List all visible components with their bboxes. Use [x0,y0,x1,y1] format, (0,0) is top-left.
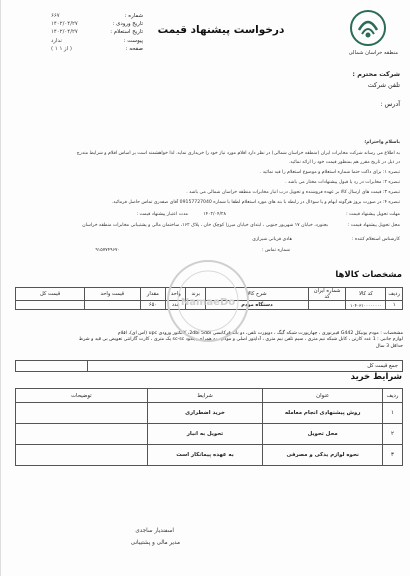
items-section-title: مشخصات کالاها [335,270,402,280]
col-total-price: قیمت کل [16,288,85,301]
cell-unit-price [85,301,140,310]
cell-explanation [16,424,148,445]
phone-value: ۹۱۵۷۷۴۹۶۷۰ [95,248,120,253]
spec-line: مشخصات : مودم یونیکل G442 فیبرنوری ، چهارپورت شبکه گیگ ، دوپورت تلفن، دو باند فرکانسی 2dbi 5dbi، کانکتور ورودی upc (اس ای)، اقلام [117,331,403,336]
note-2: تبصره ۲: مخابرات در رد یا قبول پیشنهادات مختار می باشد . [285,180,400,185]
expert-name: هادی قربانی شیرازی [252,237,292,242]
total-sum-value [16,361,88,371]
note-4: تبصره ۴: در صورت بروز هرگونه ابهام و یا سوءال در رابطه با بند های مورد استعلام لطفا با شماره 09157727040 آقای صفدری تماس حاصل فرمائید. [111,200,400,205]
meta-value: ( ۱ از ۱ ) [51,45,72,52]
deadline-label: مهلت تحویل پیشنهاد قیمت : [346,212,400,217]
greeting: باسلام واحترام؛ [364,140,400,145]
page-title: درخواست پیشنهاد قیمت [157,24,285,36]
meta-value: ندارد [51,37,62,44]
total-sum-row [15,360,403,372]
phone-label: شماره تماس : [262,248,290,253]
cell-index: ۱ [383,403,403,424]
cell-title: نحوه لوازم یدکی و مصرفی [263,445,383,466]
cell-cert [308,301,346,310]
address-label: آدرس : [380,100,400,108]
org-name: منطقه خراسان شمالی [348,50,398,56]
cell-total-price [16,301,85,310]
signer-role: مدیر مالی و پشتیبانی [130,540,180,546]
meta-label: شماره : [124,13,143,19]
cell-index: ۲ [383,424,403,445]
table-row [16,403,403,424]
meta-label: صفحه : [125,45,143,52]
note-1: تبصره ۱: برای داکت حتما شماره استعلام و موضوع استعلام را قید نمائید . [259,170,400,175]
col-title: عنوان [263,389,383,403]
signer-name: اسفندیار ساجدی [135,528,174,534]
telecom-logo [348,8,388,52]
col-unit: واحد [166,288,186,301]
cell-quantity: ۶۵۰ [140,301,166,310]
col-unit-price: قیمت واحد [85,288,140,301]
conditions-section-title: شرایط خرید [350,372,402,382]
cell-explanation [16,403,148,424]
company-name: تلفن شرکت [367,81,400,89]
total-sum-label: جمع قیمت کل [367,363,398,369]
col-condition: شرایط [147,389,263,403]
intro-text-2: در ذیل در تاریخ مقرر هم بمنظور قیمت خود را ارائه نمائید. [288,160,400,165]
cell-unit: عدد [166,301,186,310]
spec-line: حداقل 3 سال [375,343,403,349]
intro-text: به اطلاع می رساند شرکت مخابرات ایران (منطقه خراسان شمالی) در نظر دارد اقلام مورد نیاز خود را خریداری نماید. لذا خواهشمند است بر اساس اقلام و شرایط مندرج [76,151,400,156]
expert-label: کارشناس استعلام کننده : [351,237,400,242]
col-brand: برند [186,288,206,301]
cell-description: دستگاه مودم [206,301,309,310]
col-description: شرح کالا [206,288,309,301]
cell-explanation [16,445,148,466]
col-code: کد کالا [346,288,386,301]
meta-value: ۱۴۰۲/۰۴/۲۷ [51,29,78,36]
deadline-value: ۱۴۰۲/۰۴/۲۸ [203,212,226,217]
cell-code: ۱۰۴۰۳۱۰۰۰۰۰۰۰۰ [346,301,386,310]
meta-label: تاریخ ورودی : [112,21,143,28]
cell-condition: تحویل به انبار [147,424,263,445]
delivery-address: بجنورد، خیابان ۱۷ شهریور جنوبی ، ابتدای خیابان میرزا کوچک خان ، پلاک ۱۶۲، ساختمان مالی و پشتیبانی مخابرات منطقه خراسان [82,223,328,228]
note-3: تبصره ۳: قیمت های ارسال کالا بر عهده فروشنده و تحویل درب انبار مخابرات منطقه خراسان شمالی می باشد . [186,190,400,195]
cell-condition: به عهده پیمانکار است [147,445,263,466]
meta-value: ۱۴۰۲/۰۴/۲۷ [51,21,78,28]
conditions-table [15,388,403,466]
stamp-text: NamaeDo [180,297,236,308]
col-index: ردیف [383,389,403,403]
table-header-row [16,389,403,403]
col-index: ردیف [386,288,403,301]
table-row [16,445,403,466]
cell-condition: خرید اضطراری [147,403,263,424]
cell-title: روش پیشنهادی انجام معامله [263,403,383,424]
table-row [16,424,403,445]
col-cert: شماره ایران کد [308,288,346,301]
doc-meta [51,12,143,53]
meta-label: پیوست : [123,37,143,44]
col-explanation: توضیحات [16,389,148,403]
col-quantity: مقدار [140,288,166,301]
cell-index: ۳ [383,445,403,466]
cell-title: محل تحویل [263,424,383,445]
meta-label: تاریخ استعلام : [110,29,143,36]
spec-line: لوازم جانبی : 1 عدد کارتن ، کابل شبکه نیم متری ، سیم تلفن نیم متری ، آداپتور اصلی و مودم ، به همراه پیچکود sc-sc یک متری ، کارت گارانتی تعویض بی قید و شرط [78,337,403,343]
company-label: شرکت محترم : [352,70,400,78]
delivery-label: محل تحویل پیشنهاد قیمت : [347,223,400,228]
validity-label: مدت اعتبار پیشنهاد قیمت : [136,212,188,217]
cell-index: ۱ [386,301,403,310]
watermark-stamp [165,258,251,344]
meta-value: ۶۶۷ [51,13,60,19]
